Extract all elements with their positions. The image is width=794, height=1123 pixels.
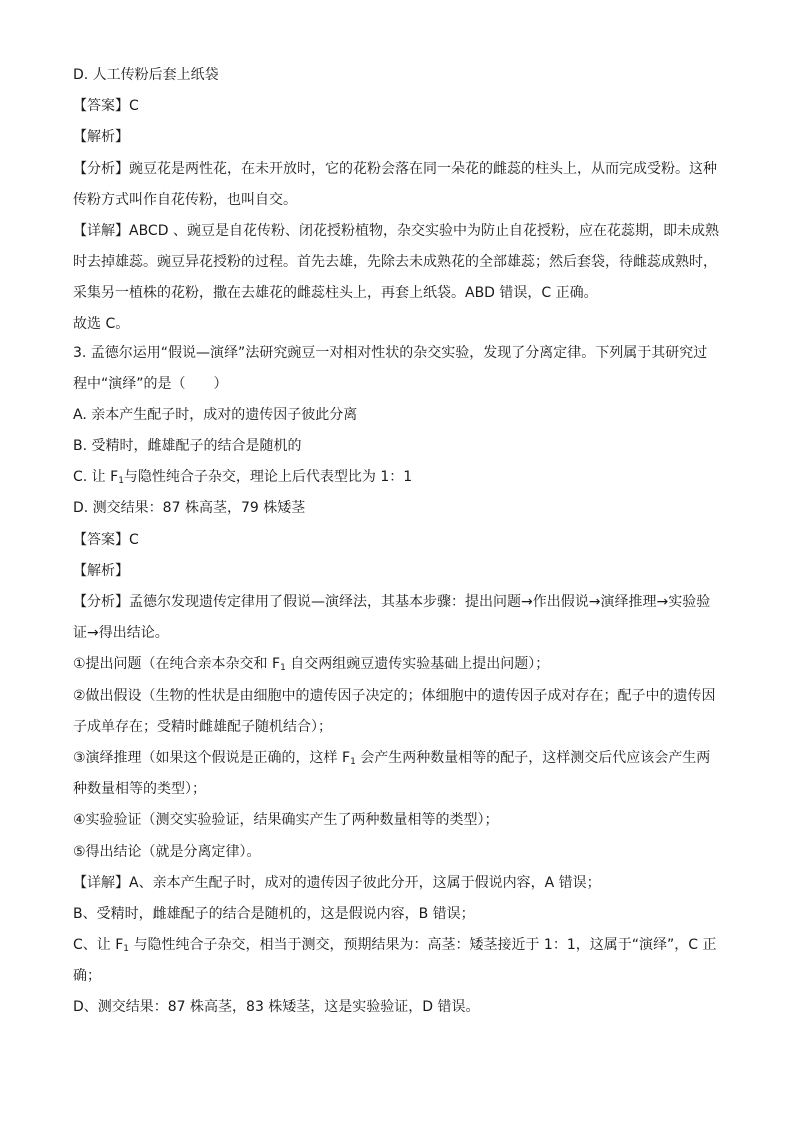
step-1-line: ①提出问题（在纯合亲本杂交和 $F_1$ 自交两组豌豆遗传实验基础上提出问题）； — [73, 656, 550, 674]
detail-text-line: B、受精时，雌雄配子的结合是随机的，这是假说内容，B 错误； — [73, 905, 475, 922]
option-b-line: B. 受精时，雌雄配子的结合是随机的 — [73, 438, 302, 455]
option-c-line: C. 让 $F_1$与隐性纯合子杂交，理论上后代表型比为 1：1 — [73, 469, 413, 487]
option-d-line: D. 测交结果：87 株高茎，79 株矮茎 — [73, 500, 306, 517]
detail-text-line: 采集另一植株的花粉，撒在去雄花的雌蕊柱头上，再套上纸袋。ABD 错误，C 正确。 — [73, 285, 598, 302]
document-body — [73, 60, 733, 1024]
option-a-line: A. 亲本产生配子时，成对的遗传因子彼此分离 — [73, 406, 358, 423]
analysis-text-line: 【分析】孟德尔发现遗传定律用了假说—演绎法，其基本步骤：提出问题→作出假说→演绎推理→实验验 — [73, 594, 711, 610]
step-3-line: 种数量相等的类型）； — [73, 781, 206, 798]
analysis-text-line: 【分析】豌豆花是两性花，在未开放时，它的花粉会落在同一朵花的雌蕊的柱头上，从而完成受粉。这种 — [73, 160, 717, 177]
analysis-heading: 【解析】 — [73, 562, 129, 579]
detail-text-line: 时去掉雄蕊。豌豆异花授粉的过程。首先去雄，先除去未成熟花的全部雄蕊；然后套袋，待雌蕊成熟时， — [73, 254, 717, 271]
question-stem-line: 3. 孟德尔运用“假说—演绎”法研究豌豆一对相对性状的杂交实验，发现了分离定律。下列属于其研究过 — [73, 344, 708, 361]
detail-text-line: C、让 $F_1$ 与隐性纯合子杂交，相当于测交，预期结果为：高茎：矮茎接近于 1：1，这属于“演绎”，C 正 — [73, 937, 717, 955]
step-3-line: ③演绎推理（如果这个假说是正确的，这样 $F_1$ 会产生两种数量相等的配子，这样测交后代应该会产生两 — [73, 749, 711, 767]
detail-text-line: D、测交结果：87 株高茎，83 株矮茎，这是实验验证，D 错误。 — [73, 999, 480, 1016]
step-2-line: 子成单存在；受精时雌雄配子随机结合）； — [73, 718, 332, 735]
option-d-line: D. 人工传粉后套上纸袋 — [73, 67, 219, 83]
question-stem-line: 程中“演绎”的是（ ） — [73, 375, 228, 392]
answer-line: 【答案】C — [73, 98, 139, 115]
analysis-text-line: 传粉方式叫作自花传粉，也叫自交。 — [73, 191, 297, 208]
detail-text-line: 【详解】ABCD 、豌豆是自花传粉、闭花授粉植物，杂交实验中为防止自花授粉，应在花蕊期，即未成熟 — [73, 222, 719, 239]
answer-line: 【答案】C — [73, 531, 139, 548]
analysis-heading: 【解析】 — [73, 129, 129, 146]
step-2-line: ②做出假设（生物的性状是由细胞中的遗传因子决定的；体细胞中的遗传因子成对存在；配子中的遗传因 — [73, 687, 716, 704]
analysis-text-line: 证→得出结论。 — [73, 625, 169, 642]
detail-text-line: 【详解】A、亲本产生配子时，成对的遗传因子彼此分开，这属于假说内容，A 错误； — [73, 874, 601, 891]
detail-text-line: 确； — [73, 968, 101, 985]
step-4-line: ④实验验证（测交实验验证，结果确实产生了两种数量相等的类型）； — [73, 812, 499, 829]
step-5-line: ⑤得出结论（就是分离定律）。 — [73, 843, 261, 860]
conclusion-line: 故选 C。 — [73, 315, 130, 332]
